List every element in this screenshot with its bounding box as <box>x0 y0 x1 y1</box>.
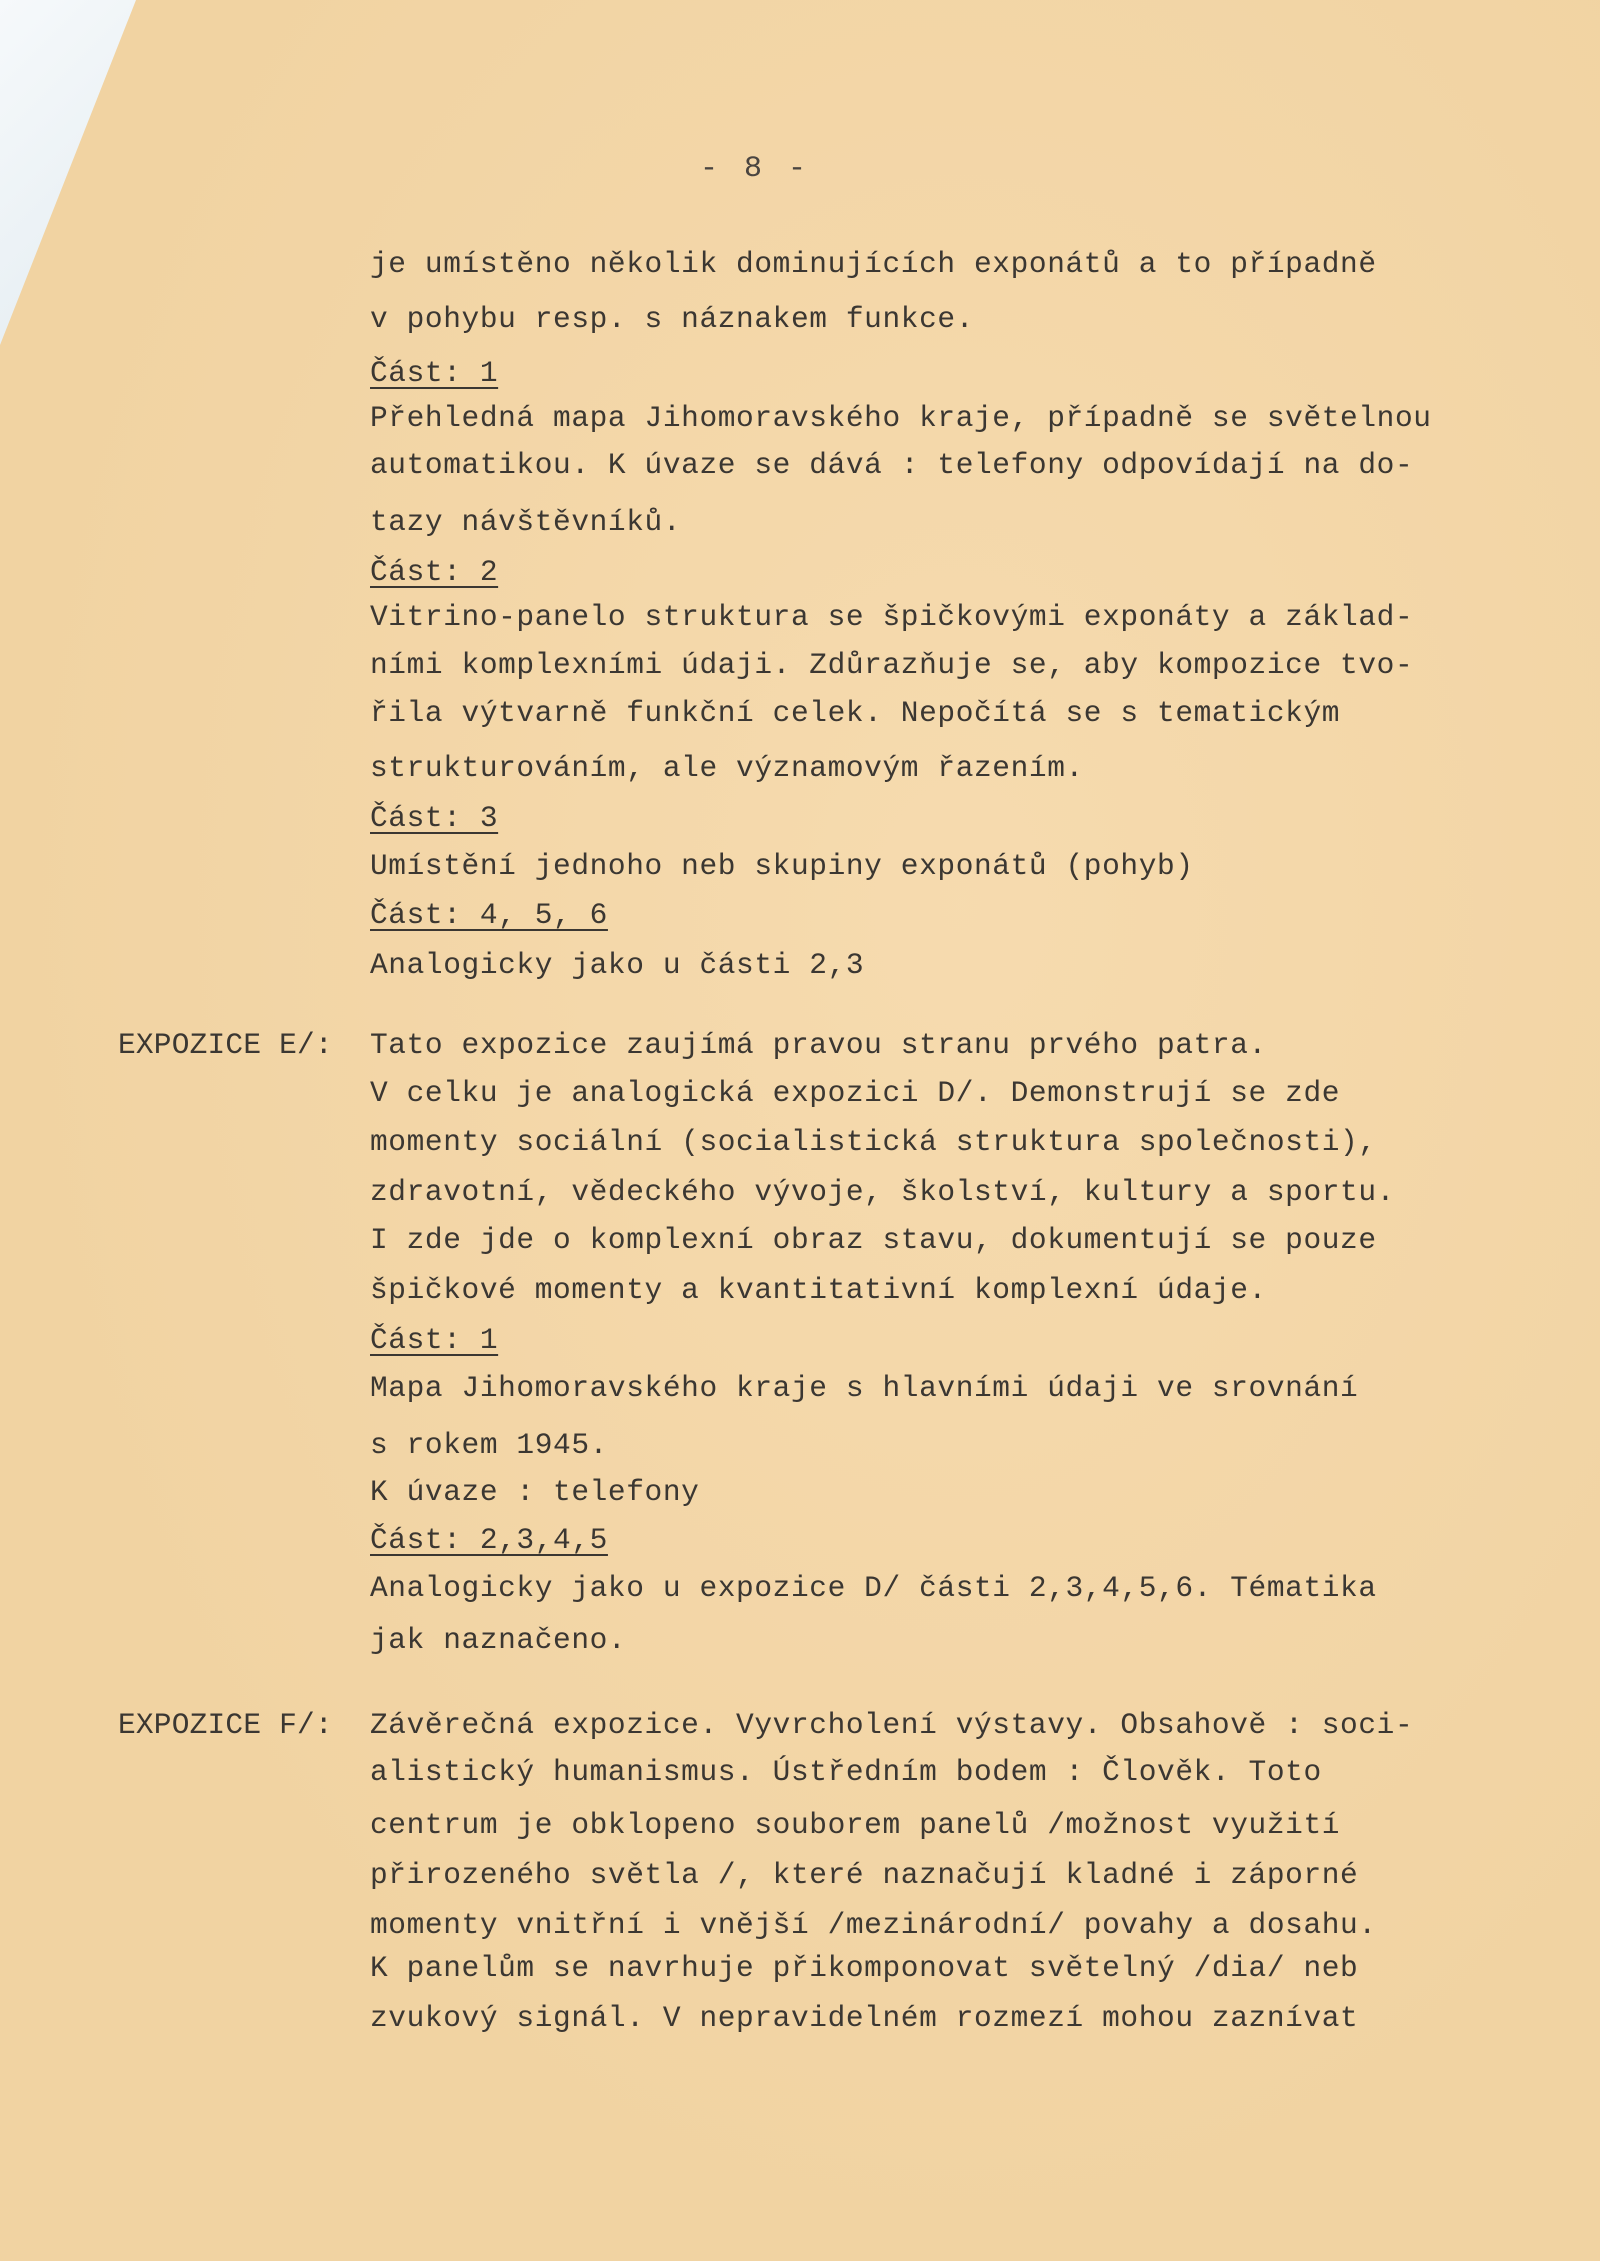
body-line: momenty sociální (socialistická struktura společnosti), <box>370 1125 1377 1159</box>
body-line: Mapa Jihomoravského kraje s hlavními údaji ve srovnání <box>370 1371 1359 1405</box>
body-line: tazy návštěvníků. <box>370 505 682 539</box>
body-line: jak naznačeno. <box>370 1623 627 1657</box>
section-heading: Část: 3 <box>370 801 499 835</box>
body-line: Analogicky jako u části 2,3 <box>370 948 865 982</box>
body-line: momenty vnitřní i vnější /mezinárodní/ povahy a dosahu. <box>370 1908 1377 1942</box>
body-line: I zde jde o komplexní obraz stavu, dokumentují se pouze <box>370 1223 1377 1257</box>
section-heading: Část: 4, 5, 6 <box>370 898 608 932</box>
body-line: K úvaze : telefony <box>370 1475 700 1509</box>
body-line: zdravotní, vědeckého vývoje, školství, kultury a sportu. <box>370 1175 1395 1209</box>
page-number: - 8 - <box>700 152 811 186</box>
body-line: Tato expozice zaujímá pravou stranu prvého patra. <box>370 1028 1267 1062</box>
body-line: řila výtvarně funkční celek. Nepočítá se s tematickým <box>370 696 1341 730</box>
body-line: strukturováním, ale významovým řazením. <box>370 751 1084 785</box>
body-line: Vitrino-panelo struktura se špičkovými exponáty a základ- <box>370 600 1414 634</box>
body-line: automatikou. K úvaze se dává : telefony odpovídají na do- <box>370 448 1414 482</box>
body-line: zvukový signál. V nepravidelném rozmezí mohou zaznívat <box>370 2001 1359 2035</box>
body-line: Přehledná mapa Jihomoravského kraje, případně se světelnou <box>370 401 1432 435</box>
section-heading: Část: 1 <box>370 1323 499 1357</box>
body-line: přirozeného světla /, které naznačují kladné i záporné <box>370 1858 1359 1892</box>
body-line: v pohybu resp. s náznakem funkce. <box>370 302 974 336</box>
exposition-label: EXPOZICE F/: <box>118 1708 333 1742</box>
body-line: K panelům se navrhuje přikomponovat světelný /dia/ neb <box>370 1951 1359 1985</box>
body-line: alistický humanismus. Ústředním bodem : Člověk. Toto <box>370 1755 1322 1789</box>
body-line: špičkové momenty a kvantitativní komplexní údaje. <box>370 1273 1267 1307</box>
body-line: ními komplexními údaji. Zdůrazňuje se, aby kompozice tvo- <box>370 648 1414 682</box>
body-line: s rokem 1945. <box>370 1428 608 1462</box>
section-heading: Část: 2,3,4,5 <box>370 1523 608 1557</box>
section-heading: Část: 2 <box>370 555 499 589</box>
body-line: V celku je analogická expozici D/. Demonstrují se zde <box>370 1076 1341 1110</box>
exposition-label: EXPOZICE E/: <box>118 1028 333 1062</box>
body-line: Umístění jednoho neb skupiny exponátů (pohyb) <box>370 849 1194 883</box>
section-heading: Část: 1 <box>370 356 499 390</box>
body-line: je umístěno několik dominujících exponátů a to případně <box>370 247 1377 281</box>
body-line: centrum je obklopeno souborem panelů /možnost využití <box>370 1808 1341 1842</box>
body-line: Závěrečná expozice. Vyvrcholení výstavy. Obsahově : soci- <box>370 1708 1414 1742</box>
body-line: Analogicky jako u expozice D/ části 2,3,4,5,6. Tématika <box>370 1571 1377 1605</box>
